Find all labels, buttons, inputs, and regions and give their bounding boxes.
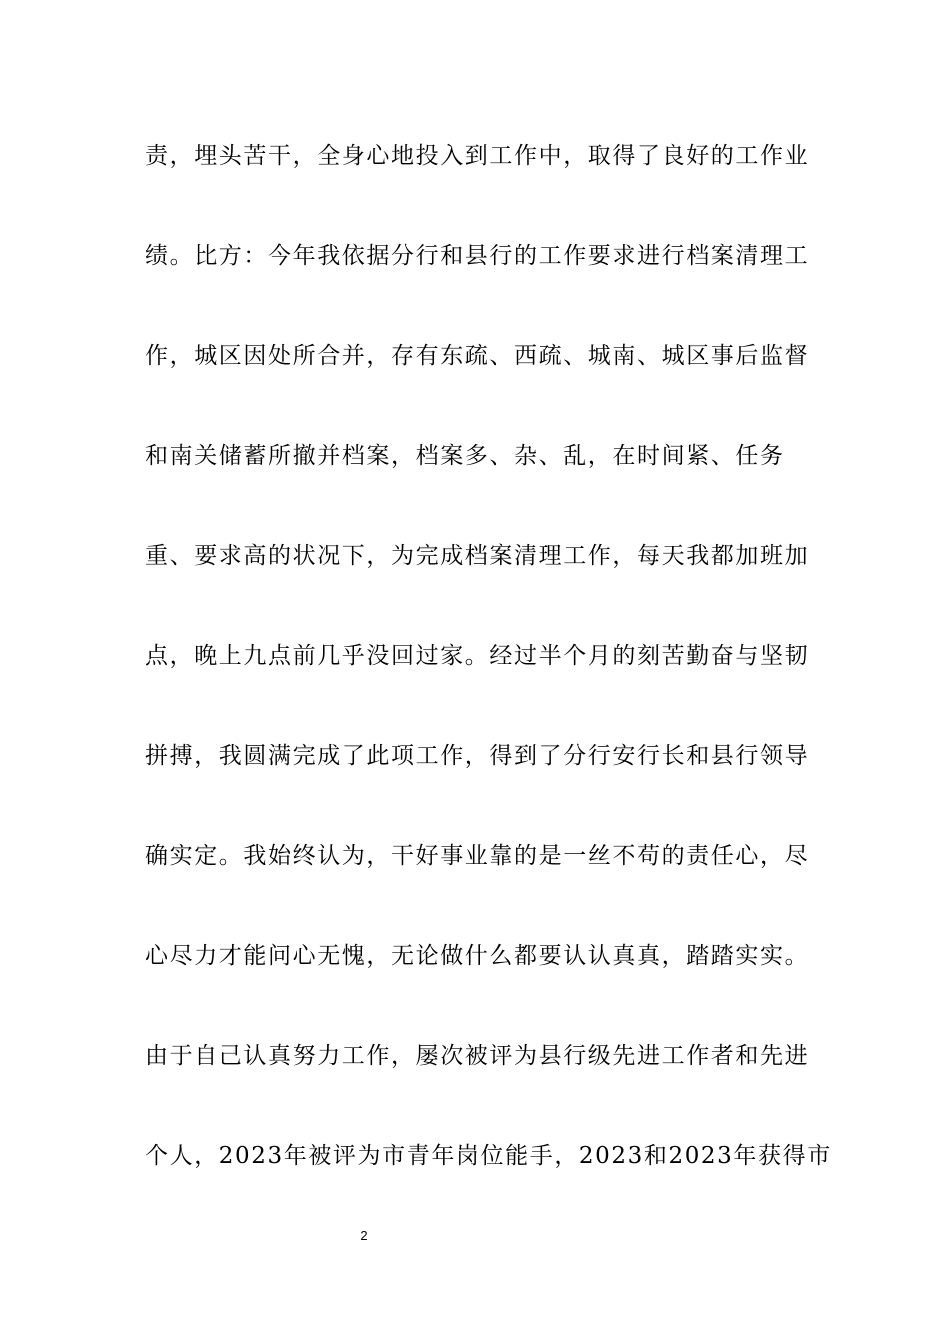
text-line-8: 确实定。我始终认为，干好事业靠的是一丝不苟的责任心，尽 <box>145 843 810 869</box>
text-line-10: 由于自己认真努力工作，屡次被评为县行级先进工作者和先进 <box>145 1043 810 1069</box>
page-number: 2 <box>360 1228 368 1243</box>
text-line-4: 和南关储蓄所撤并档案，档案多、杂、乱，在时间紧、任务 <box>145 443 785 469</box>
text-line-9: 心尽力才能问心无愧，无论做什么都要认认真真，踏踏实实。 <box>145 943 810 969</box>
text-line-2: 绩。比方：今年我依据分行和县行的工作要求进行档案清理工 <box>145 243 810 269</box>
body-text <box>145 131 832 1231</box>
text-line-7: 拼搏，我圆满完成了此项工作，得到了分行安行长和县行领导 <box>145 743 810 769</box>
text-line-6: 点，晚上九点前几乎没回过家。经过半个月的刻苦勤奋与坚韧 <box>145 643 810 669</box>
text-line-11: 个人，2023年被评为市青年岗位能手，2023和2023年获得市 <box>145 1143 832 1169</box>
text-line-1: 责，埋头苦干，全身心地投入到工作中，取得了良好的工作业 <box>145 143 810 169</box>
text-line-3: 作，城区因处所合并，存有东疏、西疏、城南、城区事后监督 <box>145 343 810 369</box>
text-line-5: 重、要求高的状况下，为完成档案清理工作，每天我都加班加 <box>145 543 810 569</box>
